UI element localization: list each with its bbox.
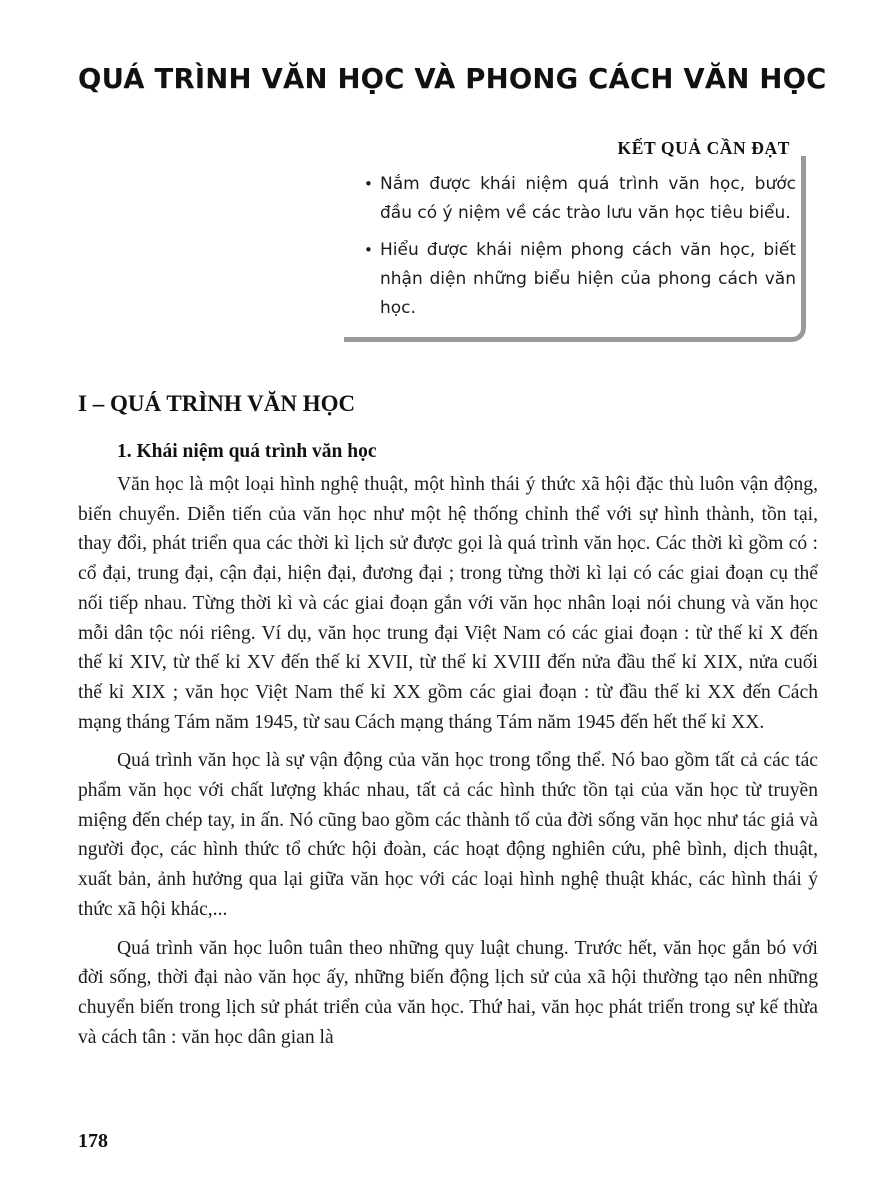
objective-text: Nắm được khái niệm quá trình văn học, bước đầu có ý niệm về các trào lưu văn học tiêu biểu. xyxy=(380,174,796,223)
paragraph: Quá trình văn học là sự vận động của văn học trong tổng thể. Nó bao gồm tất cả các tác phẩm văn học với chất lượng khác nhau, tất cả các hình thức tồn tại của văn học từ truyền miệng đến chép tay, in ấn. Nó cũng bao gồm các thành tố của đời sống văn học như tác giả và người đọc, các hình thức tổ chức hội đoàn, các hoạt động nghiên cứu, phê bình, dịch thuật, xuất bản, ảnh hưởng qua lại giữa văn học với các loại hình nghệ thuật khác, các hình thái ý thức xã hội khác,... xyxy=(78,750,818,920)
objective-item xyxy=(364,236,796,323)
subsection-heading: 1. Khái niệm quá trình văn học xyxy=(117,441,377,462)
objectives-list xyxy=(364,170,796,331)
objective-item xyxy=(364,170,796,228)
paragraph: Văn học là một loại hình nghệ thuật, một hình thái ý thức xã hội đặc thù luôn vận động, biến chuyển. Diễn tiến của văn học như một hệ thống chỉnh thể với sự hình thành, tồn tại, thay đổi, phát triển qua các thời kì lịch sử được gọi là quá trình văn học. Các thời kì gồm có : cổ đại, trung đại, cận đại, hiện đại, đương đại ; trong từng thời kì lại có các giai đoạn cụ thể nối tiếp nhau. Từng thời kì và các giai đoạn gắn với văn học nhân loại nói chung và văn học mỗi dân tộc nói riêng. Ví dụ, văn học trung đại Việt Nam có các giai đoạn : từ thế kỉ X đến thế kỉ XIV, từ thế kỉ XV đến thế kỉ XVII, từ thế kỉ XVIII đến nửa đầu thế kỉ XIX, nửa cuối thế kỉ XIX ; văn học Việt Nam thế kỉ XX gồm các giai đoạn : từ đầu thế kỉ XX đến Cách mạng tháng Tám năm 1945, từ sau Cách mạng tháng Tám năm 1945 đến hết thế kỉ XX. xyxy=(78,474,818,733)
page-title: QUÁ TRÌNH VĂN HỌC VÀ PHONG CÁCH VĂN HỌC xyxy=(78,63,827,95)
body-text xyxy=(78,470,818,1061)
bullet-icon: • xyxy=(364,241,373,259)
page-number: 178 xyxy=(78,1130,108,1152)
objective-text: Hiểu được khái niệm phong cách văn học, biết nhận diện những biểu hiện của phong cách văn học. xyxy=(380,240,796,318)
bullet-icon: • xyxy=(364,175,373,193)
learning-objectives-box xyxy=(344,134,816,350)
objectives-heading: KẾT QUẢ CẦN ĐẠT xyxy=(617,138,790,158)
paragraph: Quá trình văn học luôn tuân theo những quy luật chung. Trước hết, văn học gắn bó với đời sống, thời đại nào văn học ấy, những biến động lịch sử của xã hội thường tạo nên những chuyển biến trong lịch sử phát triển của văn học. Thứ hai, văn học phát triển trong sự kế thừa và cách tân : văn học dân gian là xyxy=(78,937,818,1048)
section-heading: I – QUÁ TRÌNH VĂN HỌC xyxy=(78,391,356,416)
